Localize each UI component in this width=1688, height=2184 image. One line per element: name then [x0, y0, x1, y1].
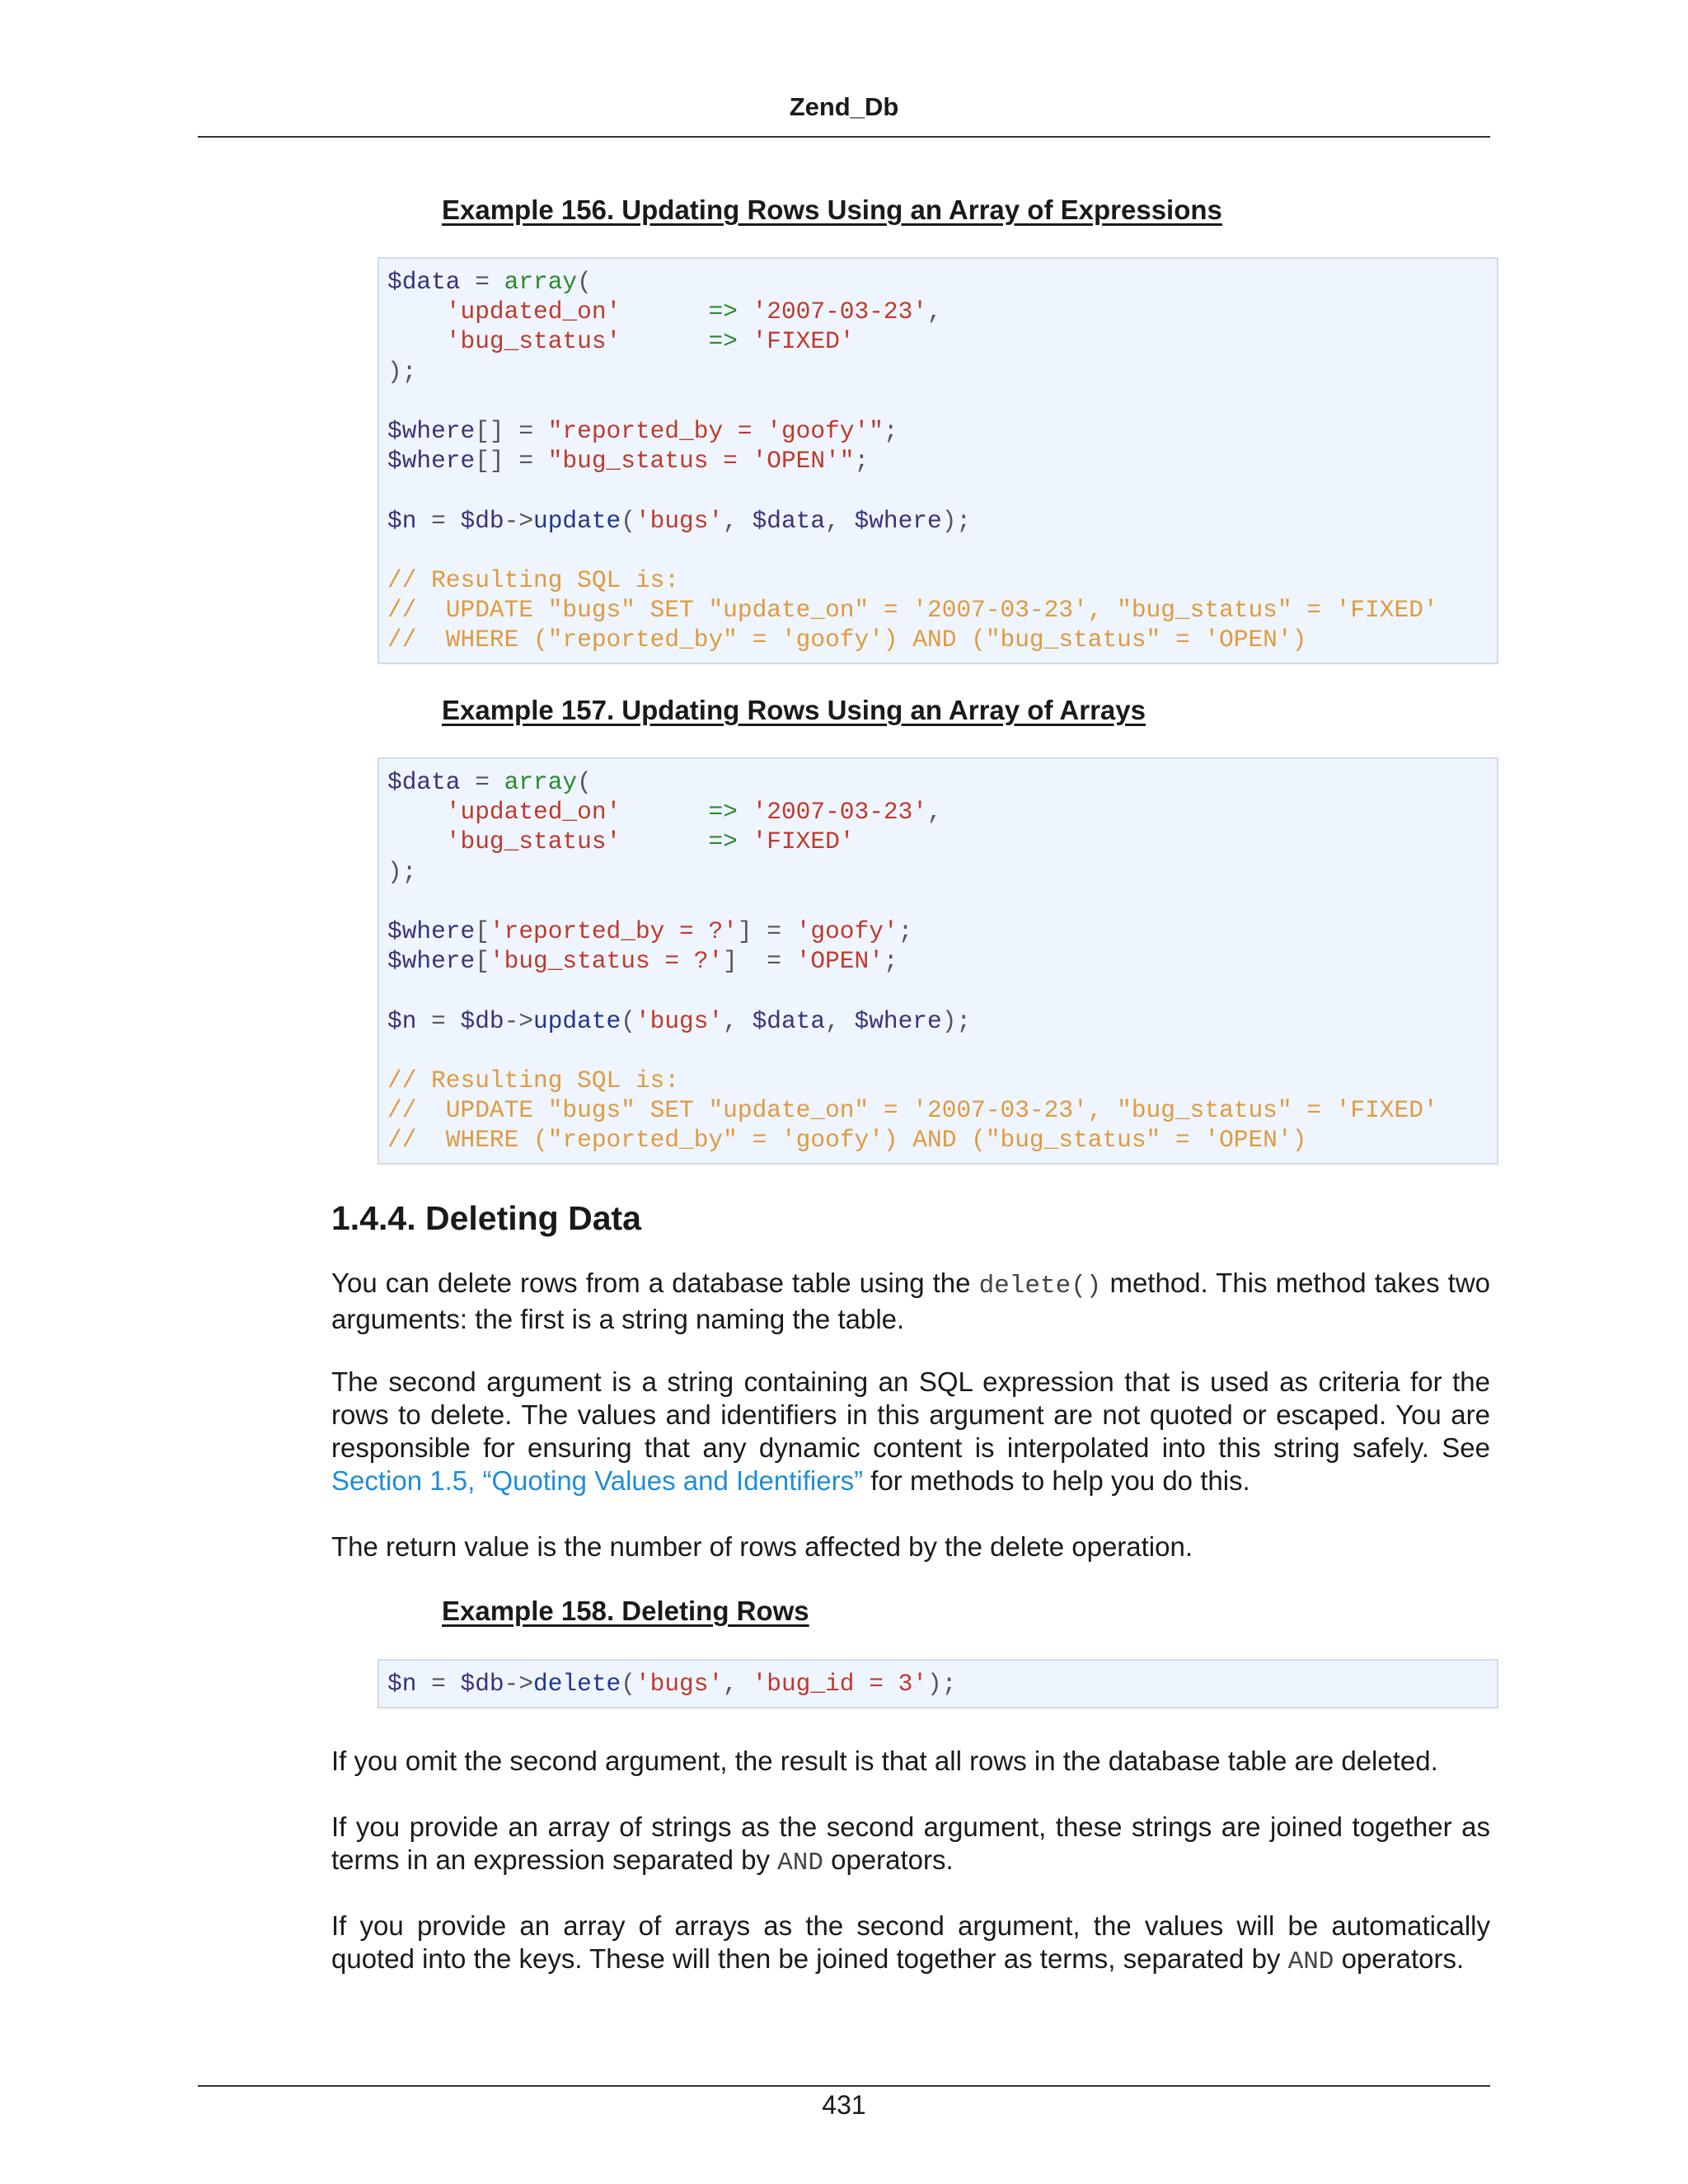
code-line: $n = $db->delete('bugs', 'bug_id = 3'); [387, 1670, 957, 1698]
example-157-code-box [377, 757, 1498, 1165]
code-line: ); [387, 357, 417, 386]
example-156-code [387, 267, 1497, 655]
paragraph-second-argument: The second argument is a string containing an SQL expression that is used as criteria for the rows to delete. The values and identifiers in this argument are not quoted or escaped. You are responsible for ensuring that any dynamic content is interpolated into this string safely. See Section 1.5, “Quoting Values and Identifiers” for methods to help you do this. [331, 1366, 1490, 1496]
example-156-title: Example 156. Updating Rows Using an Array of Expressions [442, 194, 1222, 225]
paragraph-delete-method: You can delete rows from a database table using the delete() method. This method takes two arguments: the first is a string naming the table. [331, 1268, 1490, 1334]
example-156-code-box [377, 257, 1498, 664]
code-line: 'bug_status' => 'FIXED' [445, 827, 855, 856]
link-quoting-values-section[interactable]: Section 1.5, “Quoting Values and Identifiers” [331, 1465, 864, 1496]
code-line: $n = $db->update('bugs', $data, $where); [387, 1006, 972, 1035]
code-line: ); [387, 857, 417, 886]
inline-code-and: AND [777, 1849, 823, 1877]
code-line: $where[] = "reported_by = 'goofy'"; [387, 417, 898, 446]
code-line: $n = $db->update('bugs', $data, $where); [387, 506, 972, 535]
paragraph-array-of-arrays: If you provide an array of arrays as the second argument, the values will be automatically quoted into the keys. These will then be joined together as terms, separated by AND operators. [331, 1910, 1490, 1976]
code-line: $data = array( [387, 268, 592, 296]
paragraph-array-of-strings: If you provide an array of strings as the second argument, these strings are joined together as terms in an expression separated by AND operators. [331, 1811, 1490, 1877]
code-line: 'bug_status' => 'FIXED' [445, 327, 855, 356]
code-line: $where['reported_by = ?'] = 'goofy'; [387, 917, 913, 946]
code-line: // WHERE ("reported_by" = 'goofy') AND ("bug_status" = 'OPEN') [387, 626, 1307, 654]
page-header-title: Zend_Db [789, 92, 899, 121]
footer-rule [198, 2085, 1490, 2087]
example-157-code [387, 767, 1497, 1155]
page-number: 431 [822, 2090, 866, 2120]
code-line: 'updated_on' => '2007-03-23', [445, 298, 942, 326]
paragraph-omit-argument: If you omit the second argument, the result is that all rows in the database table are deleted. [331, 1746, 1438, 1776]
code-line: // UPDATE "bugs" SET "update_on" = '2007-03-23', "bug_status" = 'FIXED' [387, 1096, 1438, 1125]
inline-code-delete: delete() [978, 1272, 1102, 1301]
example-158-code [387, 1669, 1497, 1699]
code-line: // WHERE ("reported_by" = 'goofy') AND ("bug_status" = 'OPEN') [387, 1126, 1307, 1155]
code-line: // Resulting SQL is: [387, 1066, 680, 1095]
inline-code-and: AND [1287, 1947, 1334, 1976]
code-line: 'updated_on' => '2007-03-23', [445, 798, 942, 827]
code-line: // Resulting SQL is: [387, 566, 680, 595]
section-heading: 1.4.4. Deleting Data [331, 1199, 641, 1237]
code-line: $data = array( [387, 768, 592, 796]
example-158-title: Example 158. Deleting Rows [442, 1596, 809, 1626]
example-157-title: Example 157. Updating Rows Using an Array of Arrays [442, 695, 1146, 725]
code-line: $where[] = "bug_status = 'OPEN'"; [387, 447, 870, 476]
paragraph-return-value: The return value is the number of rows affected by the delete operation. [331, 1531, 1193, 1562]
header-rule [198, 136, 1490, 138]
code-line: $where['bug_status = ?'] = 'OPEN'; [387, 947, 898, 976]
example-158-code-box [377, 1659, 1498, 1708]
code-line: // UPDATE "bugs" SET "update_on" = '2007-03-23', "bug_status" = 'FIXED' [387, 596, 1438, 625]
